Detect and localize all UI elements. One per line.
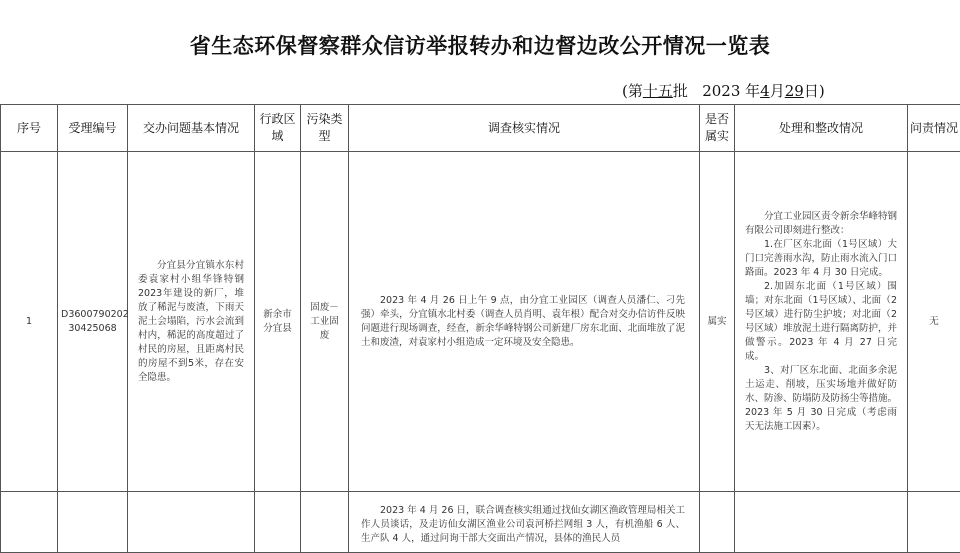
cell-no: 1 — [1, 152, 58, 492]
issue-text: 分宜县分宜镇水东村委袁家村小组华锋特钢2023年建设的新厂，堆放了稀泥与废渣，下雨天泥土会塌陷，污水会流到村内，稀泥的高度超过了村民的房屋，且距离村民的房屋不到5米，存在安全隐患。 — [128, 259, 254, 385]
cell-accountability — [908, 492, 960, 553]
cell-handling — [735, 492, 908, 553]
header-handling: 处理和整改情况 — [735, 105, 908, 152]
header-no: 序号 — [1, 105, 58, 152]
disclosure-table — [0, 104, 960, 553]
header-region: 行政区域 — [255, 105, 301, 152]
batch-month-word: 月 — [770, 82, 785, 100]
batch-word: 批 — [673, 82, 688, 100]
batch-year: 2023 年 — [702, 82, 760, 100]
batch-open: (第 — [622, 82, 643, 100]
batch-date-line — [622, 80, 922, 101]
table-row — [1, 492, 960, 553]
cell-no — [1, 492, 58, 553]
investigation-text: 2023 年 4 月 26 日上午 9 点，由分宜工业园区（调查人员潘仁、刁先强）牵头，分宜镇水北村委（调查人员肖明、袁年根）配合对交办信访件反映问题进行现场调查，经查，新余华峰特钢公司新建厂房东北面、北面堆放了泥土和废渣，对袁家村小组造成一定环境及安全隐患。 — [349, 294, 699, 350]
cell-handling — [735, 152, 908, 492]
header-id: 受理编号 — [58, 105, 128, 152]
handling-line: 3、对厂区东北面、北面多余泥土运走、削坡，压实场地并做好防水、防渗、防塌防及防扬尘等措施。2023 年 5 月 30 日完成（考虑雨天无法施工因素）。 — [735, 364, 907, 434]
table-header-row — [1, 105, 960, 152]
cell-verified: 属实 — [700, 152, 735, 492]
batch-month: 4 — [760, 82, 770, 100]
header-investigation: 调查核实情况 — [349, 105, 700, 152]
header-verified: 是否属实 — [700, 105, 735, 152]
header-accountability: 问责情况 — [908, 105, 960, 152]
cell-pollution: 固废－工业固废 — [301, 152, 349, 492]
batch-number: 十五 — [643, 82, 673, 100]
investigation-text: 2023 年 4 月 26 日，联合调查核实组通过找仙女湖区渔政管理局相关工作人员谈话，及走访仙女湖区渔业公司袁河桥拦网组 3 人，有机渔船 6 人、生产队 4 人，通过问询干部大交面出产情况，县体的渔民人员 — [349, 498, 699, 546]
cell-investigation — [349, 492, 700, 553]
cell-id — [58, 492, 128, 553]
cell-region — [255, 492, 301, 553]
table-row — [1, 152, 960, 492]
handling-line: 分宜工业园区责令新余华峰特钢有限公司即刻进行整改： — [735, 210, 907, 238]
batch-day-word: 日) — [804, 82, 825, 100]
cell-pollution — [301, 492, 349, 553]
handling-line: 1.在厂区东北面（1号区域）大门口完善雨水沟，防止雨水流入门口路面。2023 年 4 月 30 日完成。 — [735, 238, 907, 280]
handling-line: 2.加固东北面（1号区域）围墙；对东北面（1号区域）、北面（2号区域）进行防尘护坡；对北面（2号区域）堆放泥土进行隔离防护，并做警示。2023 年 4 月 27 日完成。 — [735, 280, 907, 364]
cell-region: 新余市分宜县 — [255, 152, 301, 492]
cell-accountability: 无 — [908, 152, 960, 492]
cell-id: D3600790202 30425068 — [58, 152, 128, 492]
batch-day: 29 — [785, 82, 804, 100]
page-title: 省生态环保督察群众信访举报转办和边督边改公开情况一览表 — [0, 30, 960, 60]
header-pollution: 污染类型 — [301, 105, 349, 152]
header-issue: 交办问题基本情况 — [128, 105, 255, 152]
cell-issue — [128, 492, 255, 553]
cell-verified — [700, 492, 735, 553]
cell-issue — [128, 152, 255, 492]
cell-investigation — [349, 152, 700, 492]
